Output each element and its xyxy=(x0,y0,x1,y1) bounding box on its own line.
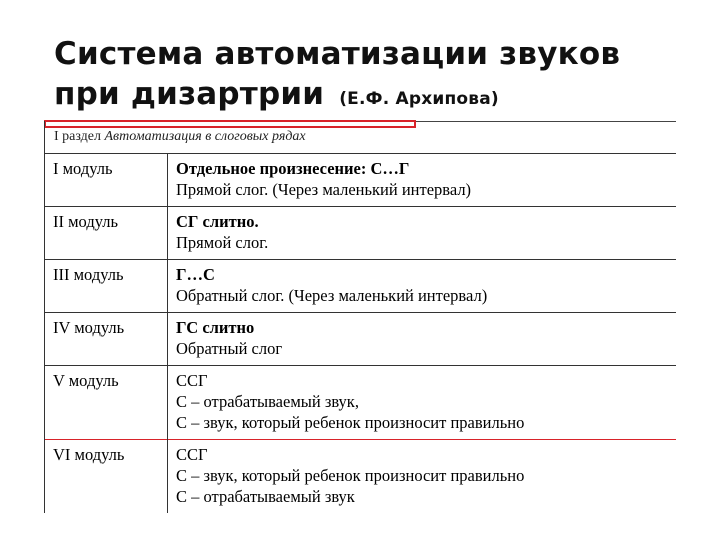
module-syllable: ССГ xyxy=(176,371,208,390)
module-syllable: Г…С xyxy=(176,265,215,284)
module-note: С – звук, который ребенок произносит правильно xyxy=(176,466,525,485)
table-row xyxy=(45,366,677,440)
section-name: Автоматизация в слоговых рядах xyxy=(104,129,306,144)
module-syllable: Отдельное произнесение: С…Г xyxy=(176,159,410,178)
table-row xyxy=(45,440,677,514)
module-syllable: ГС слитно xyxy=(176,318,255,337)
module-note: Прямой слог. xyxy=(176,233,269,252)
module-note: С – отрабатываемый звук xyxy=(176,487,355,506)
title-line-2 xyxy=(54,74,714,119)
module-note: Обратный слог. (Через маленький интервал) xyxy=(176,286,488,305)
author-name: (Е.Ф. Архипова) xyxy=(339,89,499,109)
table-row xyxy=(45,313,677,366)
table-left-edge xyxy=(44,121,45,153)
module-name: VI модуль xyxy=(45,440,168,514)
module-name: III модуль xyxy=(45,260,168,313)
module-note: С – отрабатываемый звук, xyxy=(176,392,359,411)
section-title xyxy=(54,128,306,146)
table-row xyxy=(45,207,677,260)
slide-title xyxy=(54,34,714,119)
module-name: V модуль xyxy=(45,366,168,440)
module-description xyxy=(168,154,677,207)
module-name: I модуль xyxy=(45,154,168,207)
module-note: Обратный слог xyxy=(176,339,283,358)
section-prefix: I раздел xyxy=(54,129,101,144)
module-name: II модуль xyxy=(45,207,168,260)
module-description xyxy=(168,366,677,440)
title-line-2-text: при дизартрии xyxy=(54,76,325,112)
table-row xyxy=(45,154,677,207)
module-description xyxy=(168,260,677,313)
table-row xyxy=(45,260,677,313)
title-line-1: Система автоматизации звуков xyxy=(54,36,621,72)
modules-table xyxy=(44,153,676,513)
accent-bar-inner xyxy=(46,122,414,126)
module-syllable: СГ слитно. xyxy=(176,212,259,231)
module-name: IV модуль xyxy=(45,313,168,366)
module-syllable: ССГ xyxy=(176,445,208,464)
module-note: Прямой слог. (Через маленький интервал) xyxy=(176,180,472,199)
module-note: С – звук, который ребенок произносит правильно xyxy=(176,413,525,432)
module-description xyxy=(168,313,677,366)
module-description xyxy=(168,207,677,260)
module-description xyxy=(168,440,677,514)
